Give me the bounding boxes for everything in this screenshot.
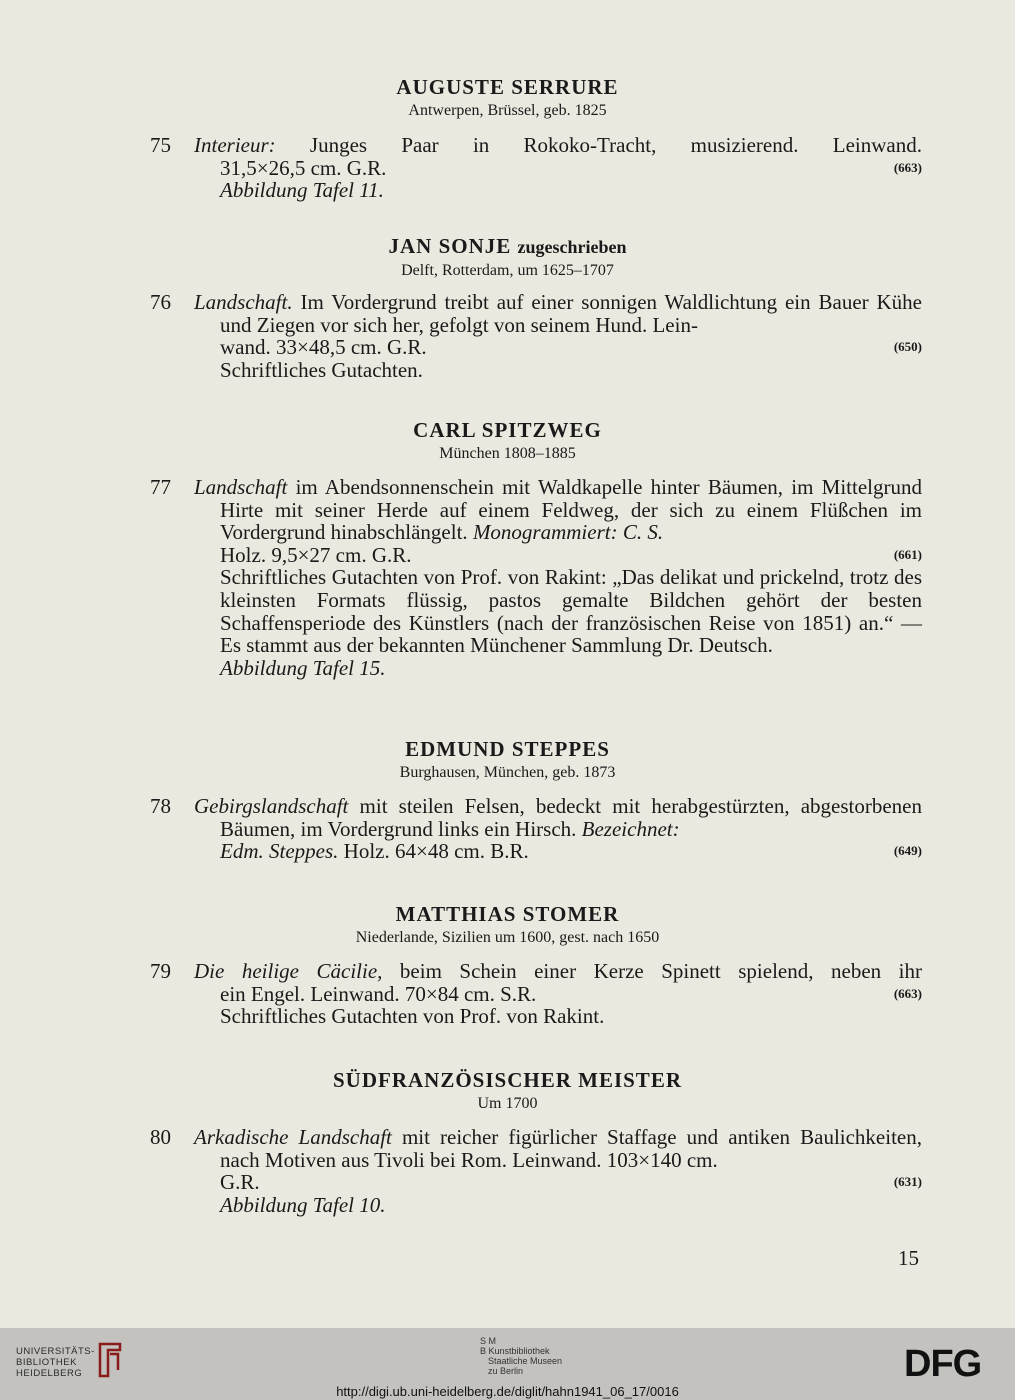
- illustration-ref: Abbildung Tafel 11.: [220, 178, 384, 203]
- artist-name: AUGUSTE SERRURE: [396, 75, 619, 99]
- dimensions: ein Engel. Leinwand. 70×84 cm. S.R.: [220, 981, 537, 1006]
- entry-text: Landschaft im Abendsonnenschein mit Waldkapelle hinter Bäumen, im Mittelgrund Hirte mit seiner Herde auf einem Feldweg, der sich zu einem Flüßchen im Vordergrund hinabschlängelt. Monogrammiert: C. S.: [194, 475, 922, 545]
- catalog-entry: [150, 1126, 922, 1216]
- catalog-entry: [150, 291, 922, 381]
- dimensions-line: [220, 1171, 922, 1194]
- lot-number: 77: [150, 475, 171, 499]
- lot-number: 78: [150, 794, 171, 818]
- lot-code: (649): [893, 843, 922, 859]
- dimensions: G.R.: [220, 1170, 260, 1195]
- lot-code: (663): [893, 159, 922, 175]
- entry-title: Die heilige Cäcilie,: [194, 959, 383, 983]
- entry-text: Interieur: Junges Paar in Rokoko-Tracht, musizierend. Leinwand.: [194, 133, 922, 157]
- lot-number: 79: [150, 959, 171, 983]
- dimensions: Holz. 64×48 cm. B.R.: [338, 839, 529, 864]
- entry-title: Landschaft: [194, 475, 288, 499]
- monogram-note: Monogrammiert: C. S.: [472, 520, 664, 545]
- catalog-entry: [150, 476, 922, 679]
- library-name: UNIVERSITÄTS- BIBLIOTHEK HEIDELBERG: [16, 1346, 95, 1379]
- artist-heading: [0, 418, 1015, 464]
- lot-code: (661): [893, 546, 922, 562]
- kunstbibliothek-credit: S M B Kunstbibliothek Staatliche Museen zu Berlin: [480, 1336, 563, 1376]
- illustration-ref: Abbildung Tafel 15.: [220, 655, 386, 680]
- entry-title: Gebirgslandschaft: [194, 794, 349, 818]
- artist-info: Burghausen, München, geb. 1873: [399, 764, 616, 781]
- lot-code: (663): [893, 985, 922, 1001]
- entry-title: Interieur:: [194, 133, 276, 157]
- artist-heading: [0, 1068, 1015, 1114]
- lot-code: (631): [893, 1174, 922, 1190]
- entry-text: Gebirgslandschaft mit steilen Felsen, bedeckt mit herabgestürzten, abgestorbenen Bäumen, im Vordergrund links ein Hirsch. Bezeichnet:: [194, 794, 922, 841]
- signature-text: Edm. Steppes.: [220, 839, 339, 864]
- dimensions-line: [220, 983, 922, 1006]
- expert-opinion: Schriftliches Gutachten von Prof. von Rakint.: [220, 1004, 605, 1029]
- signature-note: Bezeichnet:: [581, 816, 680, 841]
- catalog-entry: [150, 134, 922, 202]
- lot-number: 80: [150, 1125, 171, 1149]
- artist-info: Delft, Rotterdam, um 1625–1707: [401, 262, 614, 279]
- dfg-logo: DFG: [904, 1343, 982, 1385]
- dimensions-line: [220, 157, 922, 180]
- dimensions-line: [220, 336, 922, 359]
- artist-heading: [0, 737, 1015, 783]
- expert-opinion: Schriftliches Gutachten von Prof. von Rakint: „Das delikat und prickelnd, trotz des kleinsten Formats flüssig, pastos gemalte Bildchen gehört der besten Schaffensperiode des Künstlers (nach der französischen Reise von 1851) an.“ — Es stammt aus der bekannten Münchener Sammlung Dr. Deutsch.: [220, 565, 922, 658]
- dimensions: wand. 33×48,5 cm. G.R.: [220, 335, 427, 360]
- catalog-entry: [150, 960, 922, 1028]
- dimensions: 31,5×26,5 cm. G.R.: [220, 155, 387, 180]
- entry-title: Landschaft.: [194, 290, 293, 314]
- artist-heading: [0, 234, 1015, 281]
- dimensions: Holz. 9,5×27 cm. G.R.: [220, 542, 412, 567]
- artist-name: CARL SPITZWEG: [413, 418, 602, 442]
- artist-name: SÜDFRANZÖSISCHER MEISTER: [333, 1068, 682, 1092]
- catalog-entry: [150, 795, 922, 863]
- artist-info: Um 1700: [477, 1095, 538, 1112]
- dimensions-line: [220, 840, 922, 863]
- entry-text: Landschaft. Im Vordergrund treibt auf einer sonnigen Waldlichtung ein Bauer Kühe und Ziegen vor sich her, gefolgt von seinem Hund. Lein-: [194, 290, 922, 337]
- expert-opinion: Schriftliches Gutachten.: [220, 357, 423, 382]
- entry-text: Arkadische Landschaft mit reicher figürlicher Staffage und antiken Baulichkeiten, nach Motiven aus Tivoli bei Rom. Leinwand. 103×140 cm.: [194, 1125, 922, 1172]
- university-library-logo-icon: [96, 1340, 124, 1380]
- entry-text: Die heilige Cäcilie, beim Schein einer Kerze Spinett spielend, neben ihr: [194, 959, 922, 983]
- lot-number: 76: [150, 290, 171, 314]
- dimensions-line: [220, 544, 922, 567]
- artist-heading: [0, 902, 1015, 948]
- lot-number: 75: [150, 133, 171, 157]
- artist-info: Niederlande, Sizilien um 1600, gest. nach 1650: [355, 929, 660, 946]
- artist-name: JAN SONJE zugeschrieben: [388, 234, 627, 258]
- artist-name: MATTHIAS STOMER: [395, 902, 620, 926]
- entry-title: Arkadische Landschaft: [194, 1125, 392, 1149]
- artist-attribution: zugeschrieben: [517, 237, 627, 257]
- artist-info: München 1808–1885: [439, 445, 576, 462]
- lot-code: (650): [893, 339, 922, 355]
- illustration-ref: Abbildung Tafel 10.: [220, 1192, 386, 1217]
- artist-info: Antwerpen, Brüssel, geb. 1825: [408, 102, 607, 119]
- artist-name: EDMUND STEPPES: [405, 737, 610, 761]
- page-number: 15: [898, 1246, 919, 1270]
- source-url[interactable]: http://digi.ub.uni-heidelberg.de/diglit/hahn1941_06_17/0016: [336, 1384, 679, 1399]
- artist-heading: [0, 75, 1015, 121]
